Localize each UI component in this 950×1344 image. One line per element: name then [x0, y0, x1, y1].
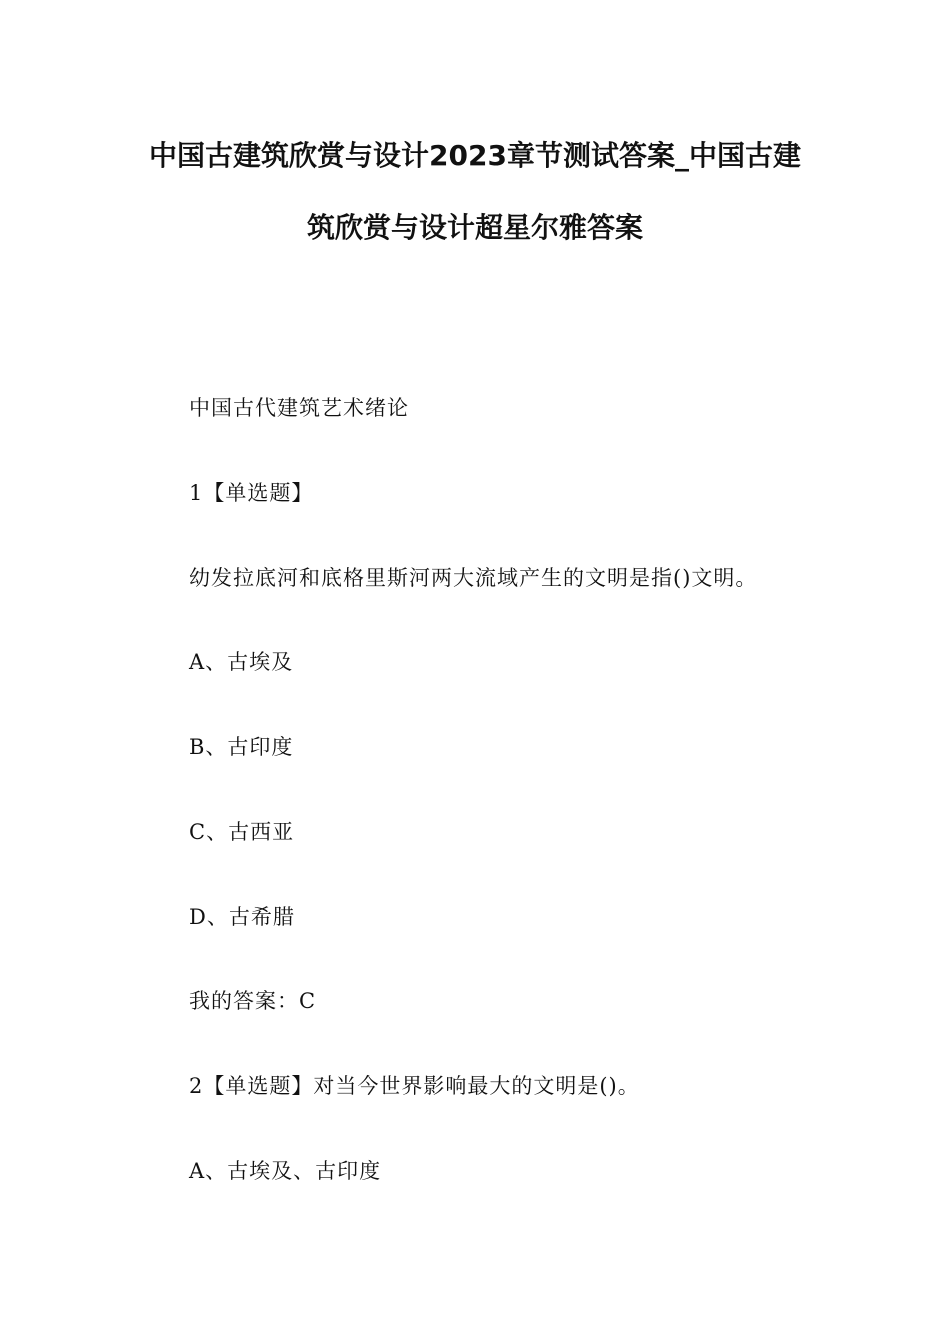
question-1-header: 1【单选题】 [189, 481, 314, 505]
question-2-header: 2【单选题】对当今世界影响最大的文明是()。 [189, 1074, 640, 1098]
question-1-stem: 幼发拉底河和底格里斯河两大流域产生的文明是指()文明。 [189, 566, 758, 590]
question-1-option-c: C、古西亚 [189, 820, 295, 844]
section-heading: 中国古代建筑艺术绪论 [189, 396, 409, 420]
document-title-line-1: 中国古建筑欣赏与设计2023章节测试答案_中国古建 [149, 139, 801, 172]
question-1-answer: 我的答案：C [189, 989, 317, 1013]
question-1-option-d: D、古希腊 [189, 905, 295, 929]
question-1-option-b: B、古印度 [189, 735, 294, 759]
question-2-option-a: A、古埃及、古印度 [189, 1159, 382, 1183]
document-title-line-2: 筑欣赏与设计超星尔雅答案 [306, 211, 643, 244]
question-1-option-a: A、古埃及 [189, 650, 294, 674]
